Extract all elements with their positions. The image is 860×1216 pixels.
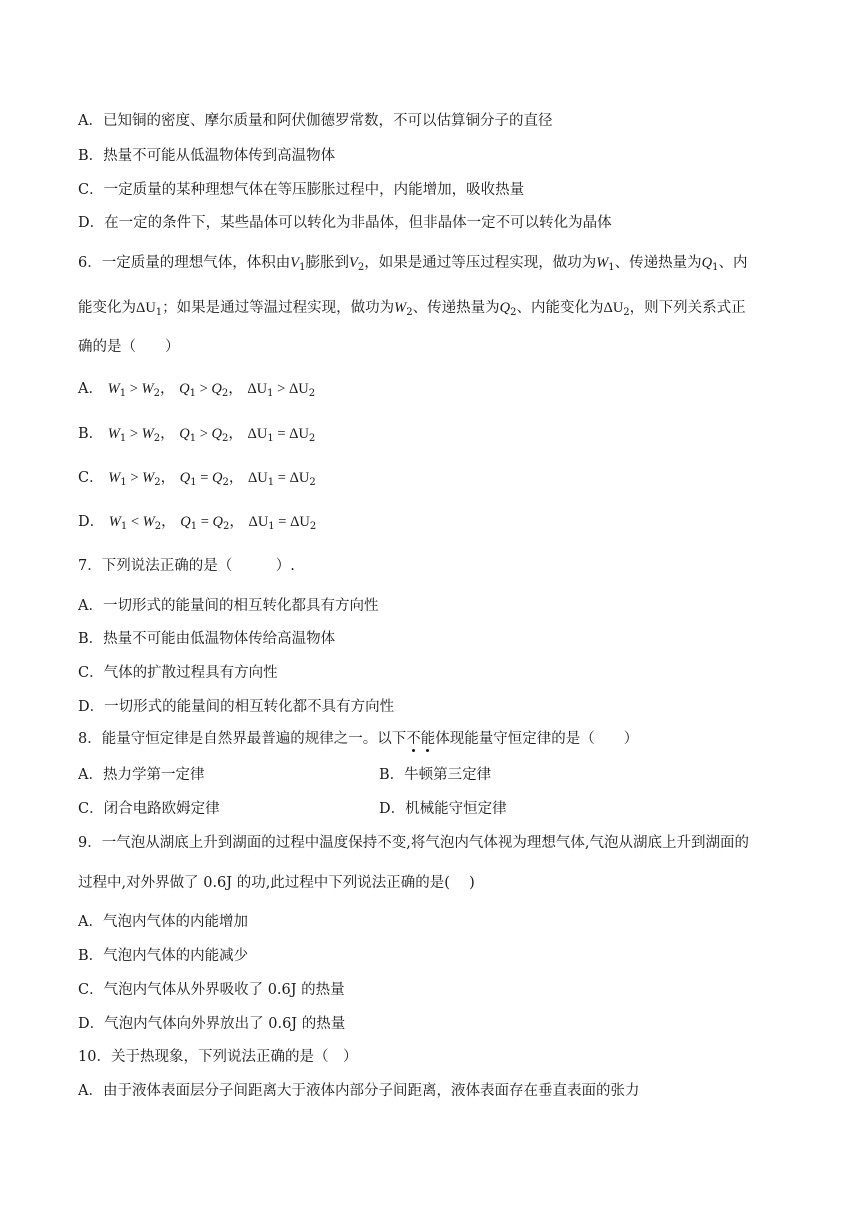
q8-option-b: B．牛顿第三定律 (379, 767, 492, 783)
q6-stem-line-1: 6．一定质量的理想气体，体积由$V_1$膨胀到$V_2$，如果是通过等压过程实现，做功为$W_1$、传递热量为$Q_1$、内 (78, 255, 748, 273)
emphasis-dot: 能 (420, 731, 436, 747)
q6-stem-line-3: 确的是（ ） (78, 339, 180, 355)
emphasis-dot: 不 (406, 731, 421, 747)
q7-option-a: A．一切形式的能量间的相互转化都具有方向性 (78, 598, 379, 614)
q10-option-a: A．由于液体表面层分子间距离大于液体内部分子间距离，液体表面存在垂直表面的张力 (78, 1083, 640, 1099)
q6-stem-line-2: 能变化为$\Delta U_1$；如果是通过等温过程实现，做功为$W_2$、传递热量为$Q_2$、内能变化为$\Delta U_2$，则下列关系式正 (78, 300, 746, 318)
q6-option-c: C． $W_1 > W_2$， $Q_1 = Q_2$， $\Delta U_1 = \Delta U_2$ (78, 470, 316, 488)
q8-stem: 8．能量守恒定律是自然界最普遍的规律之一。以下不能体现能量守恒定律的是（ ） (78, 731, 639, 747)
q5-option-d: D．在一定的条件下，某些晶体可以转化为非晶体，但非晶体一定不可以转化为晶体 (78, 215, 612, 231)
q8-option-c: C．闭合电路欧姆定律 (78, 801, 220, 817)
q9-option-a: A．气泡内气体的内能增加 (78, 914, 248, 930)
q6-option-d: D． $W_1 < W_2$， $Q_1 = Q_2$， $\Delta U_1 = \Delta U_2$ (78, 514, 317, 532)
q9-option-d: D．气泡内气体向外界放出了 0.6J 的热量 (78, 1016, 346, 1032)
q9-stem-line-2: 过程中,对外界做了 0.6J 的功,此过程中下列说法正确的是( ) (78, 875, 475, 891)
q6-option-a: A． $W_1 > W_2$， $Q_1 > Q_2$， $\Delta U_1 > \Delta U_2$ (78, 381, 316, 399)
q9-option-b: B．气泡内气体的内能减少 (78, 948, 249, 964)
q6-option-b: B． $W_1 > W_2$， $Q_1 > Q_2$， $\Delta U_1 = \Delta U_2$ (78, 426, 316, 444)
q5-option-a: A．已知铜的密度、摩尔质量和阿伏伽德罗常数，不可以估算铜分子的直径 (78, 113, 553, 129)
q5-option-c: C．一定质量的某种理想气体在等压膨胀过程中，内能增加，吸收热量 (78, 182, 525, 198)
q8-option-d: D．机械能守恒定律 (379, 801, 507, 817)
q8-option-a: A．热力学第一定律 (78, 767, 205, 783)
q5-option-b: B．热量不可能从低温物体传到高温物体 (78, 148, 336, 164)
q9-option-c: C．气泡内气体从外界吸收了 0.6J 的热量 (78, 982, 345, 998)
q7-stem: 7．下列说法正确的是（ ）. (78, 558, 295, 574)
q7-option-b: B．热量不可能由低温物体传给高温物体 (78, 631, 336, 647)
q10-stem: 10．关于热现象，下列说法正确的是（ ） (78, 1049, 358, 1065)
q9-stem-line-1: 9．一气泡从湖底上升到湖面的过程中温度保持不变,将气泡内气体视为理想气体,气泡从湖底上升到湖面的 (78, 835, 749, 851)
q7-option-c: C．气体的扩散过程具有方向性 (78, 665, 278, 681)
q7-option-d: D．一切形式的能量间的相互转化都不具有方向性 (78, 699, 395, 715)
